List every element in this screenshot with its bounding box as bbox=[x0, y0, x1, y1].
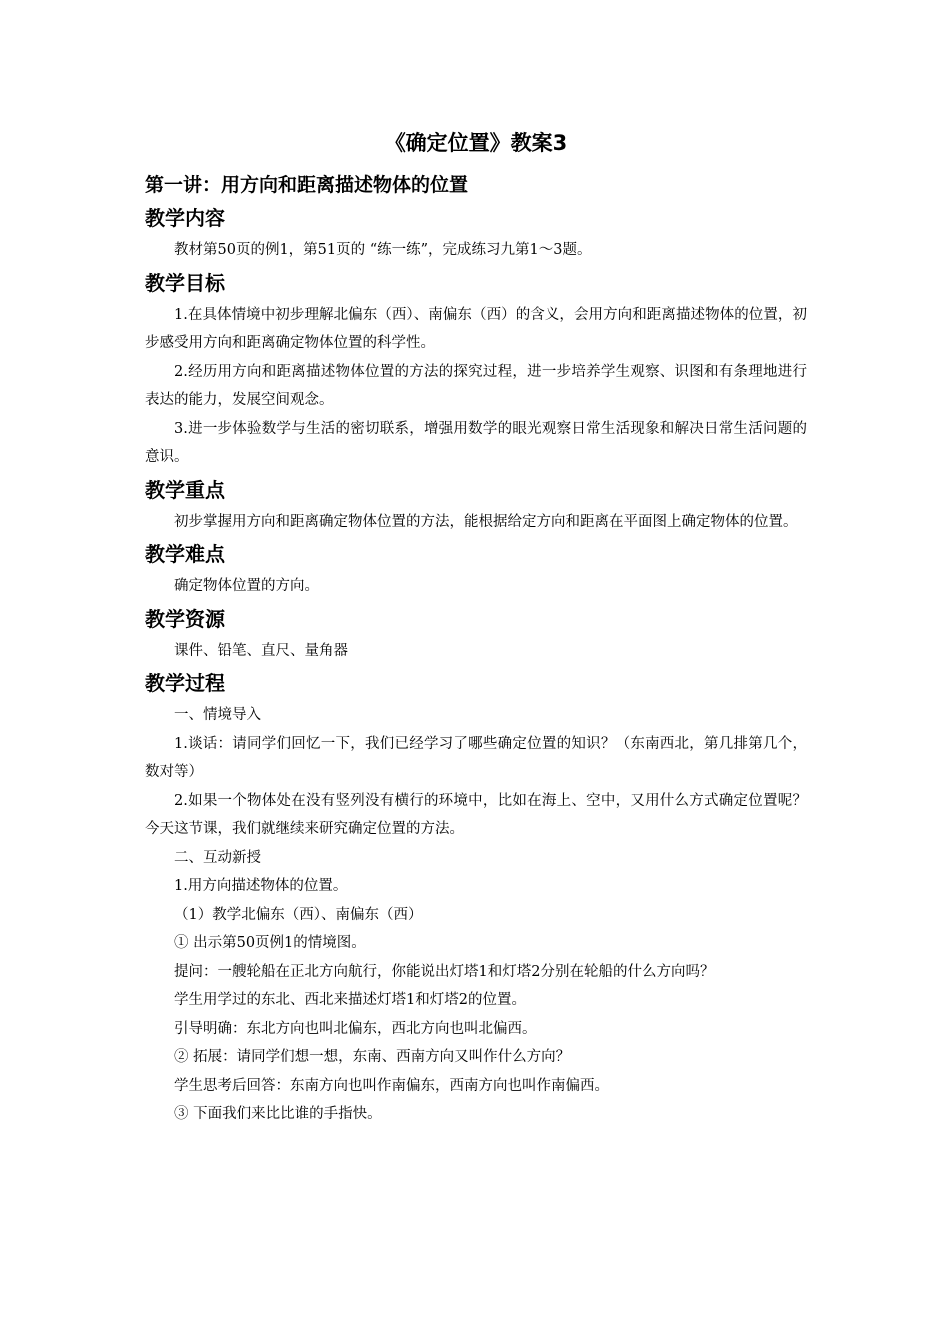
process-paragraph: 二、互动新授 bbox=[174, 849, 261, 866]
key-points-paragraph: 初步掌握用方向和距离确定物体位置的方法，能根据给定方向和距离在平面图上确定物体的位置。 bbox=[174, 513, 798, 530]
section-heading-resources: 教学资源 bbox=[145, 606, 225, 631]
process-paragraph: 1.用方向描述物体的位置。 bbox=[174, 878, 348, 894]
process-paragraph: （1）教学北偏东（西）、南偏东（西） bbox=[174, 906, 423, 923]
process-paragraph: ② 拓展：请同学们想一想，东南、西南方向又叫作什么方向？ bbox=[174, 1049, 571, 1065]
process-paragraph: ① 出示第50页例1的情境图。 bbox=[174, 935, 366, 951]
process-paragraph: 一、情境导入 bbox=[174, 707, 261, 723]
process-paragraph: 引导明确：东北方向也叫北偏东，西北方向也叫北偏西。 bbox=[174, 1020, 537, 1037]
lecture-title: 第一讲：用方向和距离描述物体的位置 bbox=[145, 174, 469, 196]
process-paragraph: 学生思考后回答：东南方向也叫作南偏东，西南方向也叫作南偏西。 bbox=[174, 1077, 609, 1094]
process-paragraph: 提问：一艘轮船在正北方向航行，你能说出灯塔1和灯塔2分别在轮船的什么方向吗？ bbox=[174, 963, 715, 980]
difficulties-paragraph: 确定物体位置的方向。 bbox=[174, 578, 319, 594]
section-heading-goals: 教学目标 bbox=[145, 270, 225, 295]
process-paragraph: 2.如果一个物体处在没有竖列没有横行的环境中，比如在海上、空中，又用什么方式确定位置呢？今天这节课，我们就继续来研究确定位置的方法。 bbox=[145, 792, 807, 837]
section-heading-key-points: 教学重点 bbox=[145, 477, 225, 502]
document-page bbox=[145, 118, 807, 1129]
document-title: 《确定位置》教案3 bbox=[384, 131, 568, 155]
content-paragraph: 教材第50页的例1，第51页的 “练一练”，完成练习九第1～3题。 bbox=[174, 242, 592, 258]
goal-paragraph: 3.进一步体验数学与生活的密切联系，增强用数学的眼光观察日常生活现象和解决日常生活问题的意识。 bbox=[145, 420, 807, 465]
goal-paragraph: 1.在具体情境中初步理解北偏东（西）、南偏东（西）的含义，会用方向和距离描述物体的位置，初步感受用方向和距离确定物体位置的科学性。 bbox=[145, 306, 807, 351]
goal-paragraph: 2.经历用方向和距离描述物体位置的方法的探究过程，进一步培养学生观察、识图和有条理地进行表达的能力，发展空间观念。 bbox=[145, 363, 807, 408]
section-heading-difficulties: 教学难点 bbox=[145, 542, 225, 566]
section-heading-process: 教学过程 bbox=[145, 671, 225, 695]
resources-paragraph: 课件、铅笔、直尺、量角器 bbox=[174, 642, 348, 659]
process-paragraph: 学生用学过的东北、西北来描述灯塔1和灯塔2的位置。 bbox=[174, 992, 526, 1008]
section-heading-content: 教学内容 bbox=[145, 206, 225, 230]
process-paragraph: ③ 下面我们来比比谁的手指快。 bbox=[174, 1106, 382, 1122]
process-paragraph: 1.谈话：请同学们回忆一下，我们已经学习了哪些确定位置的知识？（东南西北，第几排第几个，数对等） bbox=[145, 735, 807, 780]
